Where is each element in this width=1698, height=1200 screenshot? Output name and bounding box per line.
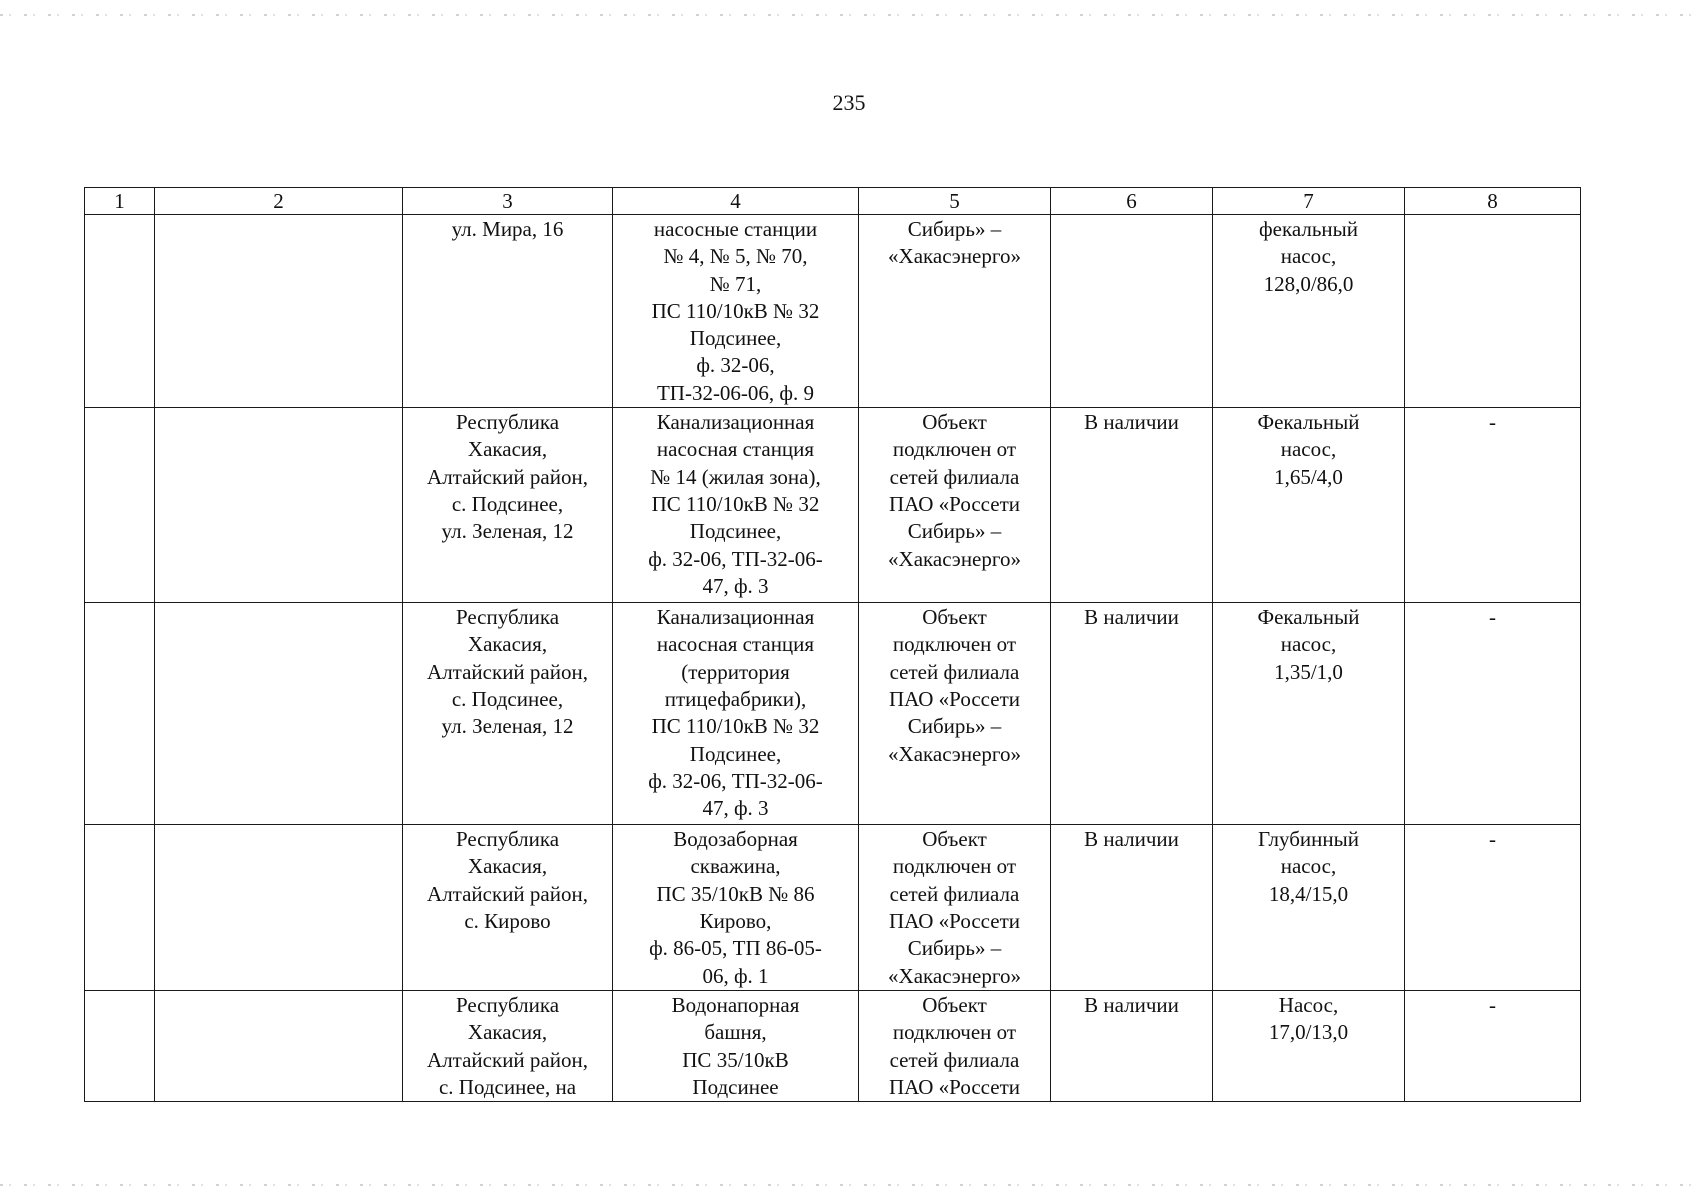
cell-address: Республика Хакасия, Алтайский район, с. Подсинее, ул. Зеленая, 12	[403, 603, 613, 825]
table-row	[85, 825, 1581, 991]
cell-name	[155, 991, 403, 1102]
cell-note: -	[1405, 991, 1581, 1102]
column-number-3: 3	[403, 188, 613, 215]
scan-edge-bottom	[0, 1184, 1698, 1186]
cell-object: Канализационная насосная станция (территория птицефабрики), ПС 110/10кВ № 32 Подсинее, ф. 32-06, ТП-32-06- 47, ф. 3	[613, 603, 859, 825]
cell-availability: В наличии	[1051, 408, 1213, 603]
header-row	[85, 188, 1581, 215]
cell-number	[85, 991, 155, 1102]
cell-connection: Объект подключен от сетей филиала ПАО «Россети Сибирь» – «Хакасэнерго»	[859, 408, 1051, 603]
cell-note: -	[1405, 408, 1581, 603]
cell-number	[85, 215, 155, 408]
column-number-6: 6	[1051, 188, 1213, 215]
cell-note	[1405, 215, 1581, 408]
cell-address: Республика Хакасия, Алтайский район, с. Подсинее, на	[403, 991, 613, 1102]
cell-number	[85, 825, 155, 991]
cell-name	[155, 408, 403, 603]
cell-note: -	[1405, 603, 1581, 825]
cell-equipment: Фекальный насос, 1,35/1,0	[1213, 603, 1405, 825]
column-number-4: 4	[613, 188, 859, 215]
cell-equipment: Фекальный насос, 1,65/4,0	[1213, 408, 1405, 603]
table-row	[85, 603, 1581, 825]
data-table	[84, 187, 1581, 1102]
cell-address: Республика Хакасия, Алтайский район, с. Кирово	[403, 825, 613, 991]
cell-object: Водонапорная башня, ПС 35/10кВ Подсинее	[613, 991, 859, 1102]
cell-connection: Сибирь» – «Хакасэнерго»	[859, 215, 1051, 408]
cell-note: -	[1405, 825, 1581, 991]
cell-object: Канализационная насосная станция № 14 (жилая зона), ПС 110/10кВ № 32 Подсинее, ф. 32-06, ТП-32-06- 47, ф. 3	[613, 408, 859, 603]
column-number-2: 2	[155, 188, 403, 215]
cell-name	[155, 215, 403, 408]
page-number: 235	[832, 90, 866, 115]
table-row	[85, 215, 1581, 408]
column-number-5: 5	[859, 188, 1051, 215]
cell-address: Республика Хакасия, Алтайский район, с. Подсинее, ул. Зеленая, 12	[403, 408, 613, 603]
cell-availability	[1051, 215, 1213, 408]
scan-edge-top	[0, 14, 1698, 16]
column-number-7: 7	[1213, 188, 1405, 215]
cell-availability: В наличии	[1051, 825, 1213, 991]
column-number-8: 8	[1405, 188, 1581, 215]
cell-connection: Объект подключен от сетей филиала ПАО «Россети	[859, 991, 1051, 1102]
cell-number	[85, 603, 155, 825]
cell-address: ул. Мира, 16	[403, 215, 613, 408]
cell-name	[155, 825, 403, 991]
table-row	[85, 991, 1581, 1102]
cell-object: Водозаборная скважина, ПС 35/10кВ № 86 Кирово, ф. 86-05, ТП 86-05- 06, ф. 1	[613, 825, 859, 991]
cell-equipment: Насос, 17,0/13,0	[1213, 991, 1405, 1102]
cell-availability: В наличии	[1051, 603, 1213, 825]
table-row	[85, 408, 1581, 603]
column-number-1: 1	[85, 188, 155, 215]
cell-connection: Объект подключен от сетей филиала ПАО «Россети Сибирь» – «Хакасэнерго»	[859, 825, 1051, 991]
cell-number	[85, 408, 155, 603]
cell-equipment: фекальный насос, 128,0/86,0	[1213, 215, 1405, 408]
cell-equipment: Глубинный насос, 18,4/15,0	[1213, 825, 1405, 991]
cell-connection: Объект подключен от сетей филиала ПАО «Россети Сибирь» – «Хакасэнерго»	[859, 603, 1051, 825]
cell-name	[155, 603, 403, 825]
cell-object: насосные станции № 4, № 5, № 70, № 71, ПС 110/10кВ № 32 Подсинее, ф. 32-06, ТП-32-06-06, ф. 9	[613, 215, 859, 408]
cell-availability: В наличии	[1051, 991, 1213, 1102]
